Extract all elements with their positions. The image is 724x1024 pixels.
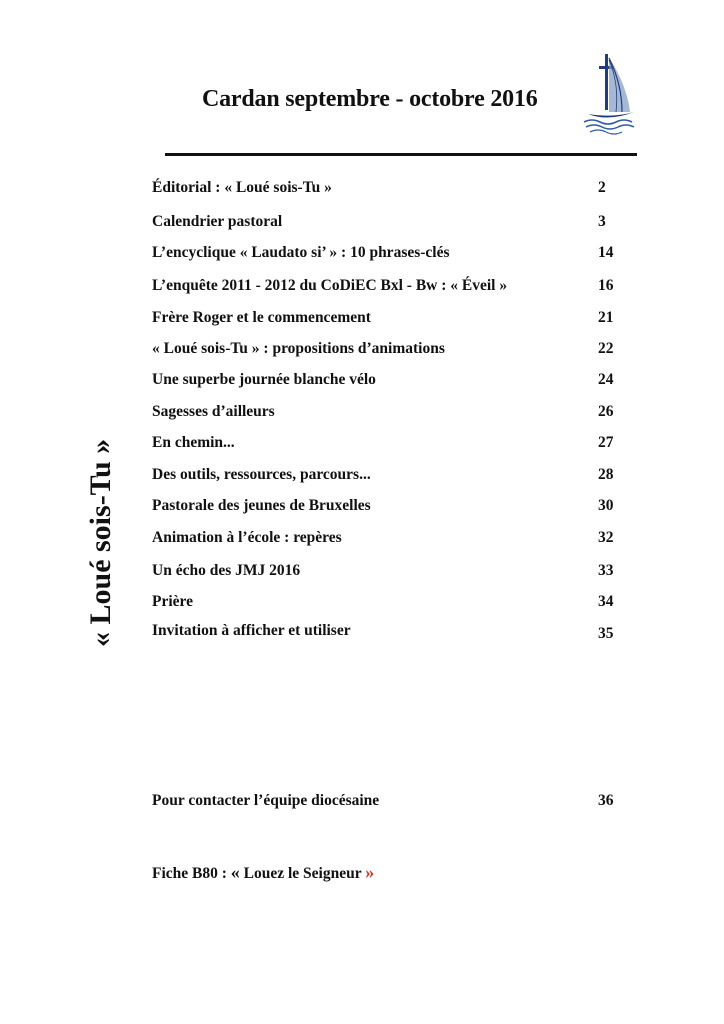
toc-entry[interactable] (152, 562, 617, 584)
fiche-open-quote: « (230, 862, 240, 882)
toc-entry[interactable] (152, 792, 617, 814)
toc-entry[interactable] (152, 309, 617, 331)
toc-entry-title: Éditorial : « Loué sois-Tu » (152, 179, 332, 196)
toc-entry-page: 3 (598, 213, 606, 230)
toc-entry-page: 34 (598, 593, 614, 610)
toc-entry[interactable] (152, 340, 617, 362)
fiche-note[interactable] (152, 862, 374, 883)
toc-entry-page: 35 (598, 625, 614, 642)
toc-entry-title: Sagesses d’ailleurs (152, 403, 275, 420)
toc-entry[interactable] (152, 403, 617, 425)
toc-entry[interactable] (152, 179, 617, 201)
toc-entry-page: 36 (598, 792, 614, 809)
toc-entry-page: 28 (598, 466, 614, 483)
toc-entry-page: 2 (598, 179, 606, 196)
toc-entry-title: Animation à l’école : repères (152, 529, 342, 546)
toc-entry-page: 21 (598, 309, 614, 326)
fiche-prefix: Fiche B80 : (152, 865, 231, 882)
page-title: Cardan septembre - octobre 2016 (202, 86, 538, 112)
toc-entry-title: Une superbe journée blanche vélo (152, 371, 376, 388)
toc-entry[interactable] (152, 434, 617, 456)
toc-entry-title: L’encyclique « Laudato si’ » : 10 phrases-clés (152, 244, 450, 261)
toc-entry-title: Pour contacter l’équipe diocésaine (152, 792, 380, 809)
toc-entry[interactable] (152, 593, 617, 615)
toc-entry[interactable] (152, 244, 617, 266)
toc-entry-title: Invitation à afficher et utiliser (152, 622, 351, 639)
toc-entry-page: 27 (598, 434, 614, 451)
toc-entry-title: Calendrier pastoral (152, 213, 283, 230)
toc-entry-page: 30 (598, 497, 614, 514)
fiche-text: Louez le Seigneur (239, 865, 366, 882)
toc-entry-title: L’enquête 2011 - 2012 du CoDiEC Bxl - Bw : « Éveil » (152, 277, 508, 294)
toc-entry-title: Un écho des JMJ 2016 (152, 562, 301, 579)
toc-entry-title: Prière (152, 593, 194, 610)
toc-entry-title: En chemin... (152, 434, 235, 451)
toc-entry[interactable] (152, 277, 617, 299)
toc-entry-page: 14 (598, 244, 614, 261)
toc-entry[interactable] (152, 529, 617, 551)
toc-entry[interactable] (152, 466, 617, 488)
toc-entry-page: 26 (598, 403, 614, 420)
toc-entry-page: 32 (598, 529, 614, 546)
toc-entry-title: « Loué sois-Tu » : propositions d’animations (152, 340, 445, 357)
toc-entry-title: Pastorale des jeunes de Bruxelles (152, 497, 371, 514)
toc-entry[interactable] (152, 213, 617, 235)
fiche-close-quote: » (365, 862, 375, 882)
sidebar-theme-title: « Loué sois-Tu » (84, 438, 117, 647)
toc-entry-page: 33 (598, 562, 614, 579)
toc-entry-page: 22 (598, 340, 614, 357)
toc-entry-title: Des outils, ressources, parcours... (152, 466, 371, 483)
toc-entry-page: 16 (598, 277, 614, 294)
toc-entry[interactable] (152, 622, 617, 644)
toc-entry-title: Frère Roger et le commencement (152, 309, 371, 326)
toc-entry-page: 24 (598, 371, 614, 388)
toc-entry[interactable] (152, 371, 617, 393)
toc-entry[interactable] (152, 497, 617, 519)
